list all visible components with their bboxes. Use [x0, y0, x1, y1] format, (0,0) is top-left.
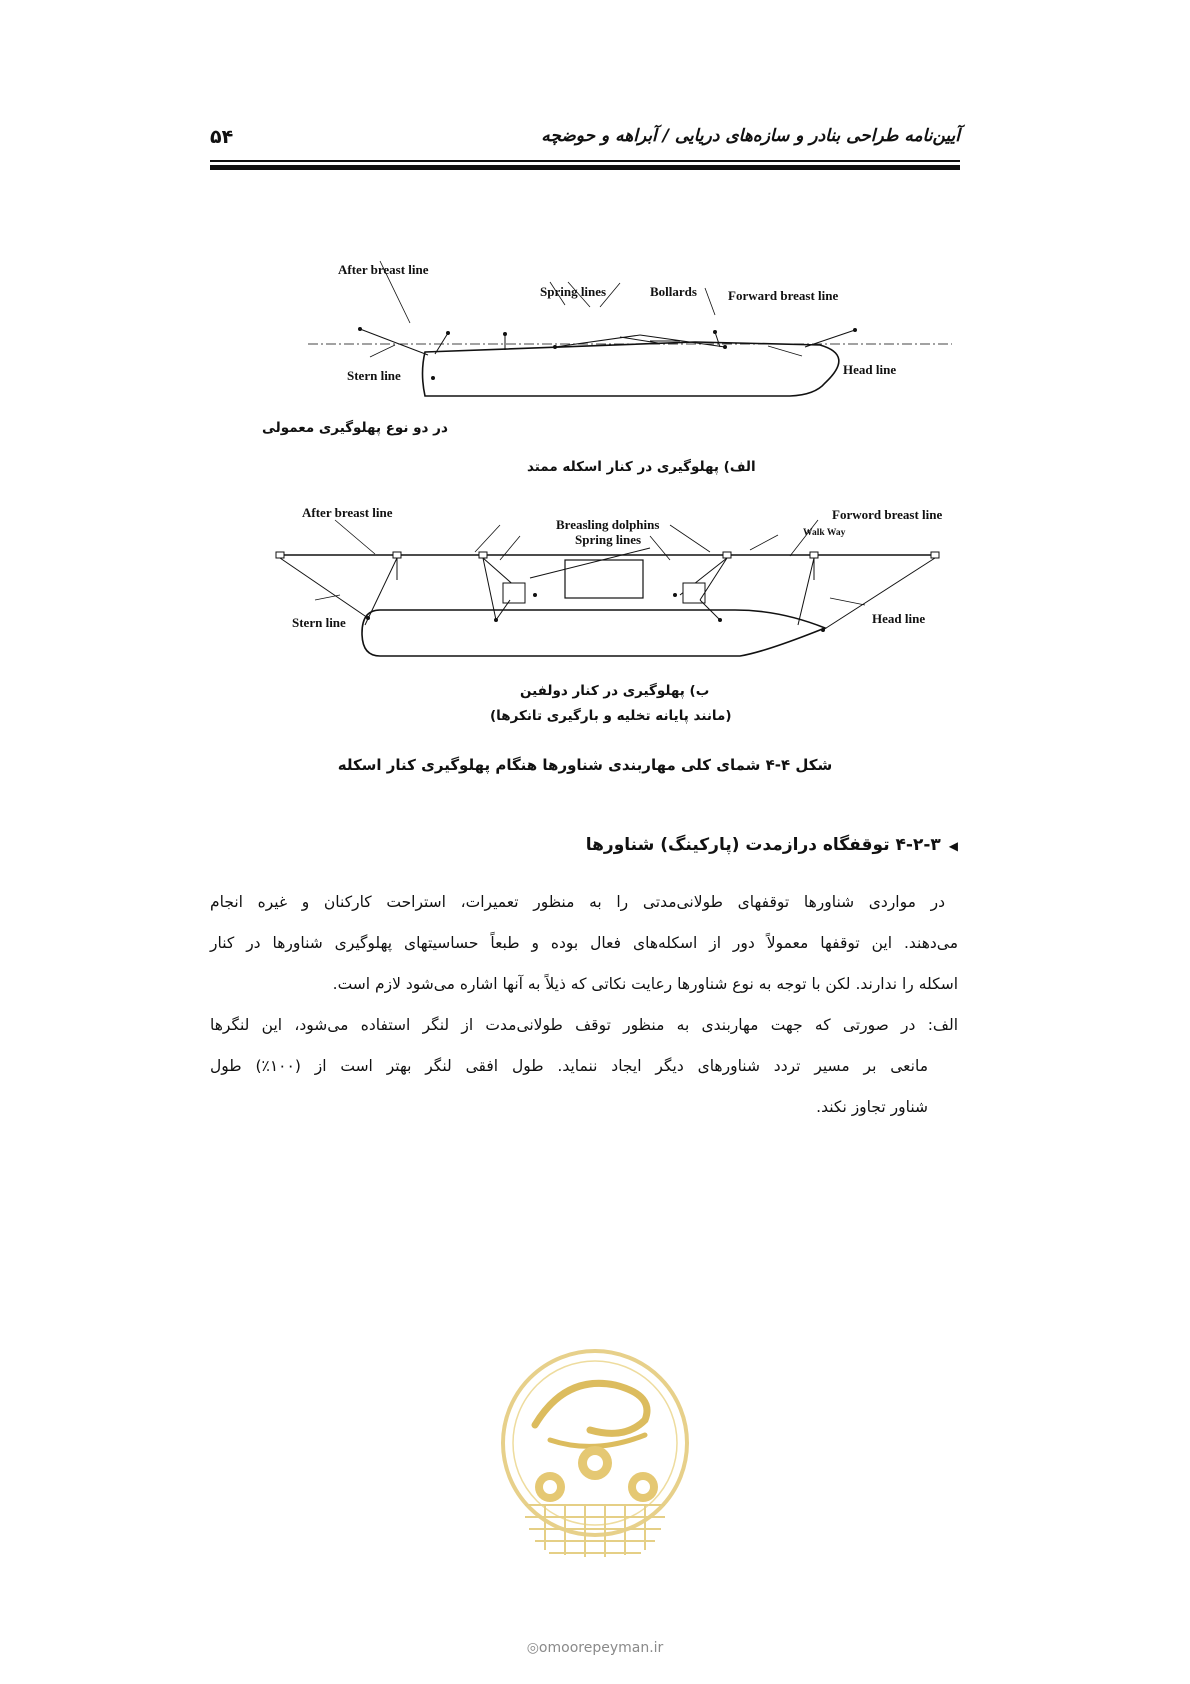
label-b-walk-way: Walk Way: [803, 528, 846, 538]
watermark-url-text: omoorepeyman.ir: [538, 1640, 664, 1656]
caption-b-line1: ب) پهلوگیری در کنار دولفین: [520, 683, 710, 699]
label-b-breasling-dolphins: Breasling dolphins: [556, 517, 660, 532]
label-b-head-line: Head line: [872, 611, 926, 626]
book-title: آیین‌نامه طراحی بنادر و سازه‌های دریایی / آبراهه و حوضچه: [541, 126, 960, 146]
item-line-1: الف: در صورتی که جهت مهاربندی به منظور توقف طولانی‌مدت از لنگر استفاده می‌شود، این لنگرها: [210, 1016, 958, 1034]
label-b-forword-breast-line: Forword breast line: [832, 507, 943, 522]
section-heading: [586, 835, 958, 855]
label-a-after-breast-line: After breast line: [338, 262, 429, 277]
label-a-head-line: Head line: [843, 362, 897, 377]
item-line-2: مانعی بر مسیر تردد شناورهای دیگر ایجاد ننماید. طول افقی لنگر بهتر است از (۱۰۰٪) طول: [210, 1057, 928, 1075]
label-b-after-breast-line: After breast line: [302, 505, 393, 520]
paragraph-line-1: در مواردی شناورها توقفهای طولانی‌مدتی را به منظور تعمیرات، استراحت کارکنان و غیره انجام: [210, 893, 945, 911]
label-a-stern-line: Stern line: [347, 368, 401, 383]
breasting-dolphin-left: [503, 583, 525, 603]
label-a-spring-lines: Spring lines: [540, 284, 607, 299]
label-b-spring-lines: Spring lines: [575, 532, 642, 547]
at-icon: ◎: [526, 1640, 539, 1656]
header-rule-thick: [210, 165, 960, 170]
paragraph-line-2: می‌دهند. این توقفها معمولاً دور از اسکله‌های فعال بوده و طبعاً حساسیتهای پهلوگیری شناورها در کنار: [210, 934, 958, 952]
triangle-bullet-icon: ◀: [948, 839, 958, 853]
label-a-bollards: Bollards: [650, 284, 697, 299]
label-a-forward-breast-line: Forward breast line: [728, 288, 839, 303]
header-rule-thin: [210, 160, 960, 162]
item-line-3: شناور تجاوز نکند.: [816, 1098, 928, 1116]
running-head: [210, 126, 960, 154]
watermark-logo: [495, 1345, 695, 1625]
label-b-stern-line: Stern line: [292, 615, 346, 630]
figure-caption: شکل ۴-۴ شمای کلی مهاربندی شناورها هنگام پهلوگیری کنار اسکله: [337, 756, 833, 774]
breasting-dolphin-right: [683, 583, 705, 603]
diagram-note: در دو نوع پهلوگیری معمولی: [262, 420, 448, 436]
section-heading-text: ۴-۲-۳ توقفگاه درازمدت (پارکینگ) شناورها: [585, 835, 941, 855]
dolphin-platform: [565, 560, 643, 598]
caption-a: الف) پهلوگیری در کنار اسکله ممتد: [527, 459, 756, 475]
paragraph-line-3: اسکله را ندارند. لکن با توجه به نوع شناورها رعایت نکاتی که ذیلاً به آنها اشاره می‌شود لازم است.: [332, 975, 958, 993]
ship-hull-dolphins: [362, 610, 825, 656]
watermark-url: [0, 1640, 1190, 1656]
page-number: ۵۴: [210, 126, 234, 148]
caption-b-line2: (مانند پایانه تخلیه و بارگیری تانکرها): [490, 708, 732, 724]
mooring-diagram-wharf: [300, 255, 960, 415]
ship-hull: [423, 342, 839, 396]
